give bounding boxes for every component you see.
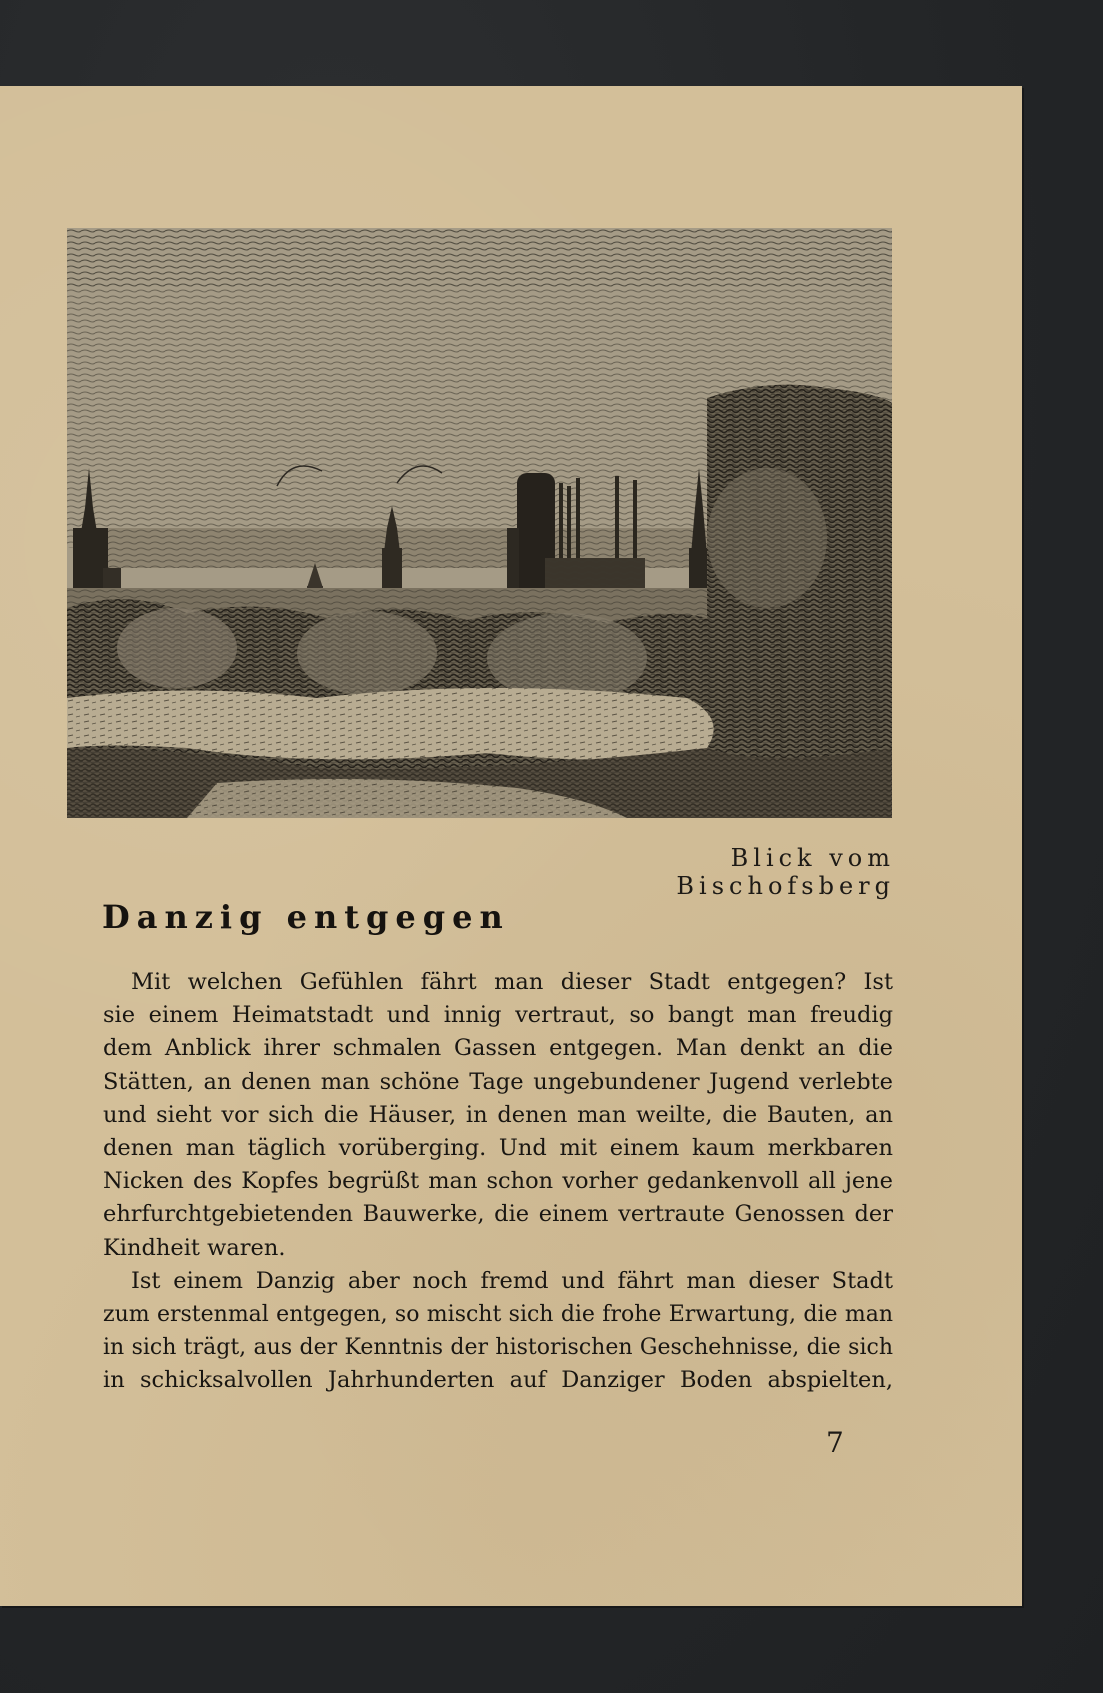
page-number: 7 [826,1426,844,1459]
text-line: Kindheit waren. [103,1234,286,1261]
text-line: zum erstenmal entgegen, so mischt sich die frohe Erwartung, die man [103,1301,893,1327]
paragraph [103,966,893,1265]
article-body [103,966,893,1397]
text-line: Mit welchen Gefühlen fährt man dieser Stadt entgegen? Ist [131,969,893,995]
etching-illustration [67,228,892,818]
text-line: dem Anblick ihrer schmalen Gassen entgegen. Man denkt an die [103,1035,893,1062]
text-line: in sich trägt, aus der Kenntnis der historischen Geschehnisse, die sich [103,1335,893,1361]
text-line: in schicksalvollen Jahrhunderten auf Danziger Boden abspielten, [103,1367,893,1394]
illustration-caption: Blick vom Bischofsberg [676,844,895,900]
text-line: ehrfurchtgebietenden Bauwerke, die einem vertraute Genossen der [103,1201,893,1228]
text-line: und sieht vor sich die Häuser, in denen man weilte, die Bauten, an [103,1101,893,1128]
article-title: Danzig entgegen [102,898,510,936]
city-skyline-etching [67,228,892,818]
book-page [0,86,1022,1606]
text-line: sie einem Heimatstadt und innig vertraut, so bangt man freudig [103,1002,893,1029]
text-line: Ist einem Danzig aber noch fremd und fährt man dieser Stadt [131,1267,893,1294]
paragraph [103,1265,893,1398]
text-line: Stätten, an denen man schöne Tage ungebundener Jugend verlebte [103,1068,893,1095]
text-line: Nicken des Kopfes begrüßt man schon vorher gedankenvoll all jene [103,1168,893,1195]
text-line: denen man täglich vorüberging. Und mit einem kaum merkbaren [103,1134,893,1161]
